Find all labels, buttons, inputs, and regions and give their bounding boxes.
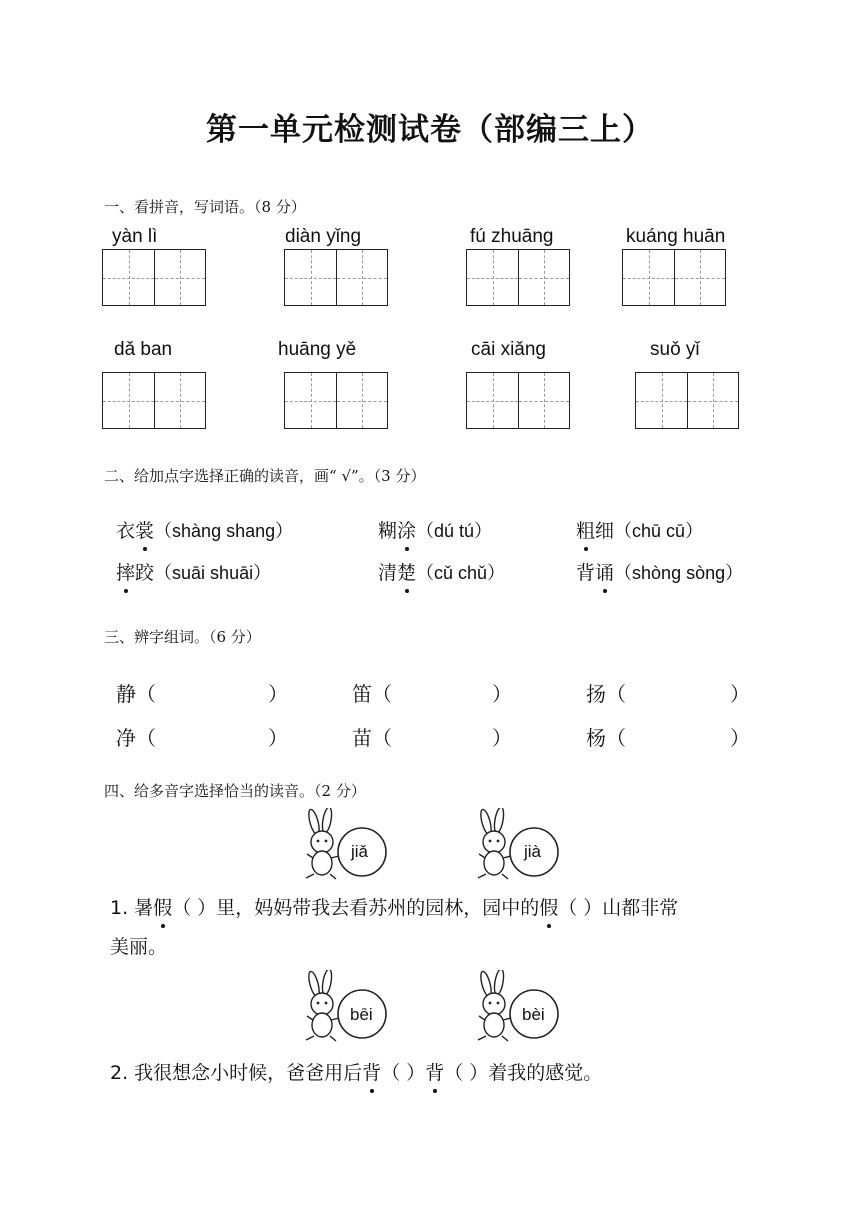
- word-blank-5[interactable]: 苗（ ）: [352, 726, 512, 750]
- sentence-1: [110, 893, 678, 920]
- reading-options: （shàng shang）: [154, 521, 294, 541]
- answer-blank[interactable]: （ ）里，妈妈带我去看苏州的园林，园中的: [172, 897, 540, 919]
- pinyin-7: cāi xiǎng: [471, 339, 546, 360]
- pinyin-4: kuáng huān: [626, 226, 726, 247]
- pinyin-8: suǒ yǐ: [650, 339, 700, 360]
- text: 2. 我很想念小时候，爸爸用后: [110, 1062, 363, 1084]
- writing-grid-5[interactable]: [102, 372, 206, 429]
- word-blank-3[interactable]: 扬（ ）: [586, 682, 750, 706]
- char: 细: [595, 520, 615, 542]
- writing-grid-7[interactable]: [466, 372, 570, 429]
- pinyin-2: diàn yǐng: [285, 226, 362, 247]
- answer-blank[interactable]: （ ）着我的感觉。: [444, 1062, 603, 1084]
- char: 扬: [586, 682, 606, 706]
- char: 清: [378, 562, 398, 584]
- char: 杨: [586, 726, 606, 750]
- word-blank-6[interactable]: 杨（ ）: [586, 726, 750, 750]
- writing-grid-4[interactable]: [622, 249, 726, 306]
- reading-item-2[interactable]: [378, 516, 492, 543]
- section4-heading: 四、给多音字选择恰当的读音。（2 分）: [104, 782, 366, 800]
- char: 背: [576, 562, 596, 584]
- reading-item-4[interactable]: [116, 558, 271, 585]
- writing-grid-6[interactable]: [284, 372, 388, 429]
- reading-item-5[interactable]: [378, 558, 505, 585]
- reading-options: （suāi shuāi）: [154, 563, 272, 583]
- dotted-char: 裳: [135, 516, 154, 543]
- writing-grid-1[interactable]: [102, 249, 206, 306]
- bunny-label: bèi: [522, 1005, 545, 1024]
- dotted-char: 诵: [595, 558, 614, 585]
- char: 净: [116, 726, 136, 750]
- char: 笛: [352, 682, 372, 706]
- writing-grid-2[interactable]: [284, 249, 388, 306]
- answer-blank[interactable]: （ ）: [381, 1062, 426, 1084]
- reading-options: （chū cū）: [614, 521, 704, 541]
- char: 衣: [116, 520, 136, 542]
- bunny-label: jià: [524, 842, 542, 861]
- word-blank-2[interactable]: 笛（ ）: [352, 682, 512, 706]
- dotted-char: 摔: [116, 558, 135, 585]
- reading-item-6[interactable]: [576, 558, 743, 585]
- section3-heading: 三、辨字组词。（6 分）: [104, 628, 261, 646]
- page-title: 第一单元检测试卷（部编三上）: [206, 112, 654, 148]
- pinyin-3: fú zhuāng: [470, 226, 554, 247]
- dotted-char: 粗: [576, 516, 595, 543]
- text: 1. 暑: [110, 897, 154, 919]
- char: 静: [116, 682, 136, 706]
- dotted-char: 假: [153, 893, 172, 920]
- sentence-2: [110, 1058, 602, 1085]
- char: 糊: [378, 520, 398, 542]
- dotted-char: 背: [362, 1058, 381, 1085]
- reading-options: （shòng sòng）: [614, 563, 744, 583]
- reading-options: （dú tú）: [416, 521, 493, 541]
- pinyin-1: yàn lì: [112, 226, 158, 247]
- char: 跤: [135, 562, 155, 584]
- pinyin-5: dǎ ban: [114, 339, 173, 360]
- reading-item-3[interactable]: [576, 516, 703, 543]
- word-blank-1[interactable]: 静（ ）: [116, 682, 288, 706]
- bunny-icon: [300, 808, 400, 884]
- dotted-char: 假: [539, 893, 558, 920]
- writing-grid-3[interactable]: [466, 249, 570, 306]
- dotted-char: 背: [425, 1058, 444, 1085]
- dotted-char: 涂: [397, 516, 416, 543]
- bunny-label: jiǎ: [351, 842, 369, 861]
- bunny-icon: [472, 808, 572, 884]
- char: 苗: [352, 726, 372, 750]
- sentence-1-line2: 美丽。: [110, 936, 168, 958]
- reading-options: （cǔ chǔ）: [416, 563, 506, 583]
- writing-grid-8[interactable]: [635, 372, 739, 429]
- bunny-label: bēi: [350, 1005, 373, 1024]
- pinyin-6: huāng yě: [278, 339, 357, 360]
- word-blank-4[interactable]: 净（ ）: [116, 726, 288, 750]
- section1-heading: 一、看拼音，写词语。（8 分）: [104, 198, 306, 216]
- answer-blank[interactable]: （ ）山都非常: [558, 897, 679, 919]
- reading-item-1[interactable]: [116, 516, 293, 543]
- section2-heading: 二、给加点字选择正确的读音，画“ √”。（3 分）: [104, 467, 426, 485]
- dotted-char: 楚: [397, 558, 416, 585]
